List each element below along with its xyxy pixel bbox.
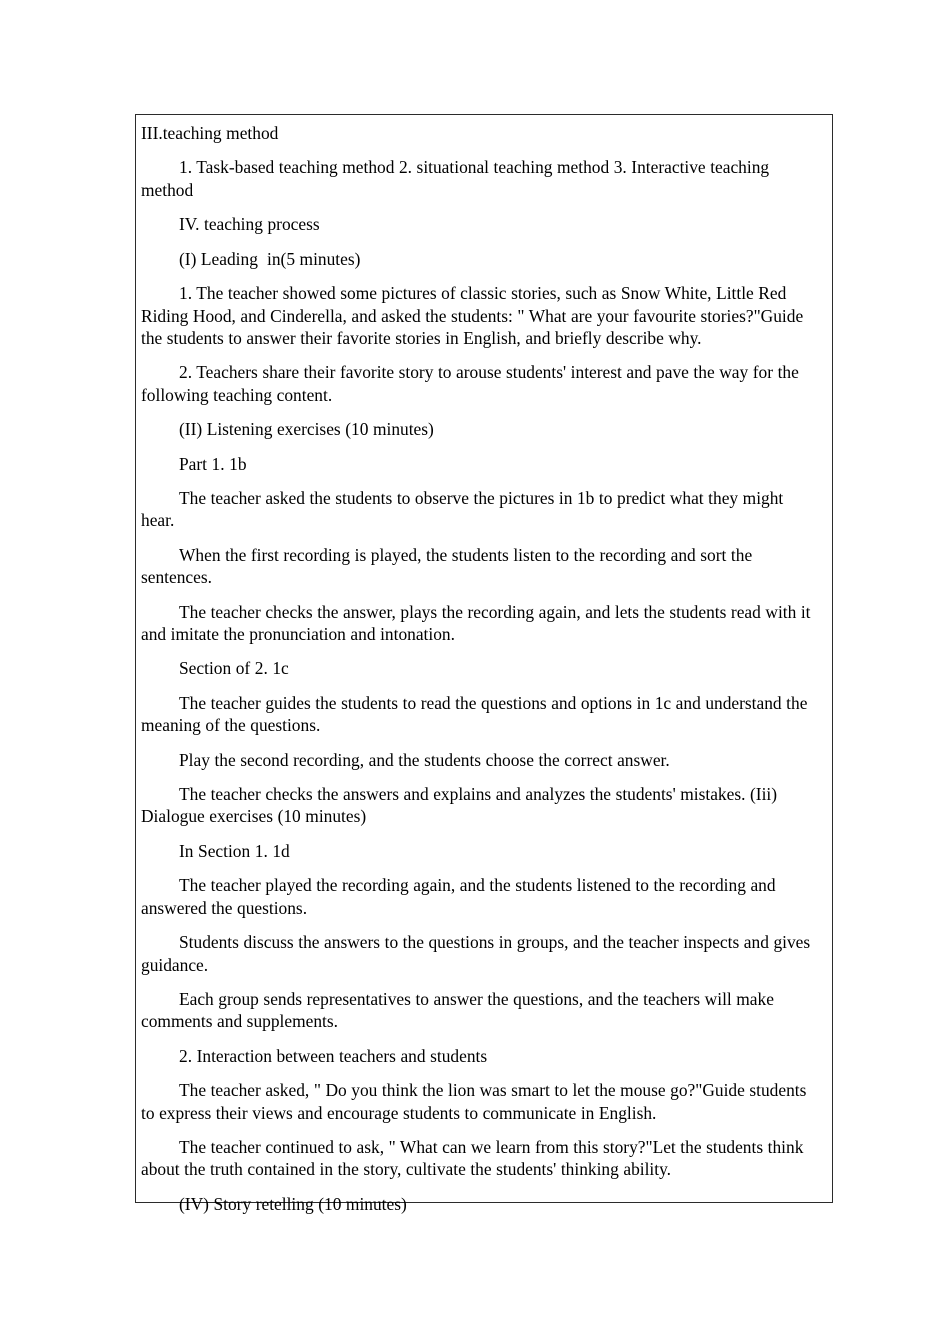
listening-guide-questions: The teacher guides the students to read the questions and options in 1c and understand the meaning of the questions. xyxy=(141,692,812,736)
listening-check-answer: The teacher checks the answer, plays the recording again, and lets the students read with it and imitate the pronunciation and intonation. xyxy=(141,601,816,644)
leading-in-step-1: 1. The teacher showed some pictures of classic stories, such as Snow White, Little Red Riding Hood, and Cinderella, and asked the students: " What are your favourite stories?"Guide the students to answer their favorite stories in English, and briefly describe why. xyxy=(141,283,808,348)
heading-teaching-process: IV. teaching process xyxy=(179,214,320,235)
document-content-frame xyxy=(135,114,833,1214)
dialogue-representatives: Each group sends representatives to answer the questions, and the teachers will make comments and supplements. xyxy=(141,988,779,1032)
heading-interaction: 2. Interaction between teachers and students xyxy=(179,1045,488,1066)
teaching-method-list: 1. Task-based teaching method 2. situational teaching method 3. Interactive teaching method xyxy=(141,157,774,200)
interaction-question-learn: The teacher continued to ask, " What can we learn from this story?"Let the students think about the truth contained in the story, cultivate the students' thinking ability. xyxy=(141,1137,808,1180)
heading-story-retelling: (IV) Story retelling (10 minutes) xyxy=(179,1193,407,1214)
heading-part-1-1b: Part 1. 1b xyxy=(179,453,247,474)
document-text-body xyxy=(141,122,820,1215)
leading-in-step-2: 2. Teachers share their favorite story to arouse students' interest and pave the way for the following teaching content. xyxy=(141,362,804,405)
dialogue-play-recording: The teacher played the recording again, and the students listened to the recording and answered the questions. xyxy=(141,875,781,918)
interaction-question-lion: The teacher asked, " Do you think the lion was smart to let the mouse go?"Guide students to express their views and encourage students to communicate in English. xyxy=(141,1080,811,1123)
heading-listening-exercises: (II) Listening exercises (10 minutes) xyxy=(179,419,434,440)
listening-second-recording: Play the second recording, and the students choose the correct answer. xyxy=(179,749,670,770)
heading-section-of-2-1c: Section of 2. 1c xyxy=(179,658,289,679)
heading-in-section-1-1d: In Section 1. 1d xyxy=(179,840,290,861)
heading-leading-in: (I) Leading in(5 minutes) xyxy=(179,248,361,269)
listening-observe-pictures: The teacher asked the students to observe the pictures in 1b to predict what they might hear. xyxy=(141,488,788,531)
listening-first-recording: When the first recording is played, the students listen to the recording and sort the sentences. xyxy=(141,544,757,588)
heading-teaching-method: III.teaching method xyxy=(141,123,279,143)
dialogue-group-discussion: Students discuss the answers to the questions in groups, and the teacher inspects and gives guidance. xyxy=(141,932,815,975)
listening-check-answers-dialogue-heading: The teacher checks the answers and explains and analyzes the students' mistakes. (Iii) Dialogue exercises (10 minutes) xyxy=(141,784,782,827)
